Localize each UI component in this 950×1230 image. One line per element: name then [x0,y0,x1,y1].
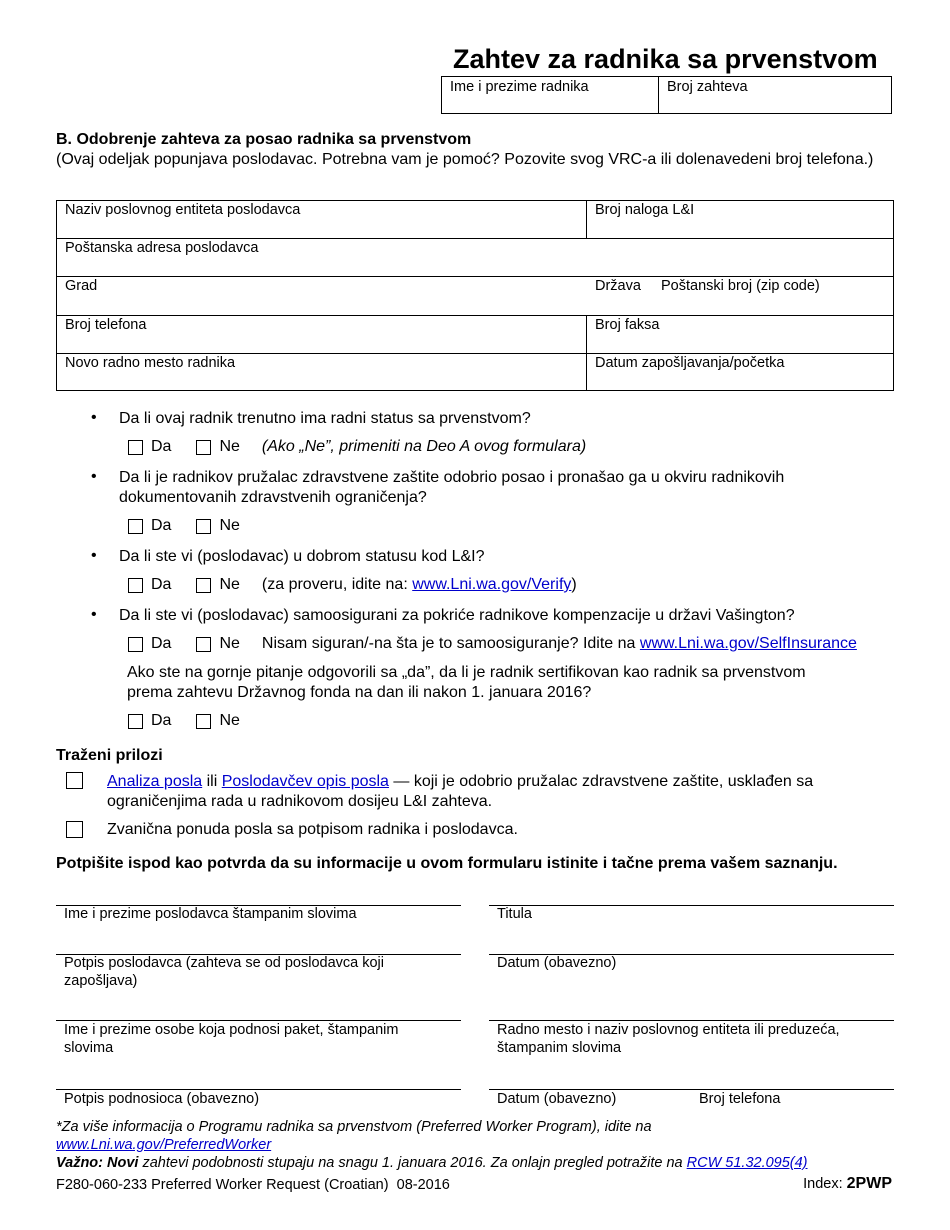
q5-yes-checkbox[interactable] [128,714,143,729]
q4-options [128,635,857,653]
phone-field[interactable]: Broj telefona [65,317,147,333]
q1-no-label: Ne [219,438,240,455]
employer-name-print-field[interactable]: Ime i prezime poslodavca štampanim slovima [64,906,357,922]
q1-yes-label: Da [151,438,172,455]
submitter-signature-field[interactable]: Potpis podnosioca (obavezno) [64,1091,260,1107]
phone-field-2[interactable]: Broj telefona [699,1091,781,1107]
fax-field[interactable]: Broj faksa [595,317,660,333]
date-field-1[interactable]: Datum (obavezno) [497,955,617,971]
attachment-1-checkbox[interactable] [66,772,83,789]
attachment-1-text: Analiza posla ili Poslodavčev opis posla — koji je odobrio pružalac zdravstvene zaštite, usklađen sa ograničenjima rada u radnikovom dosijeu L&I zahteva. [107,773,814,810]
q1-options [128,438,586,456]
job-description-link[interactable]: Poslodavčev opis posla [221,773,389,790]
worker-name-field[interactable] [450,79,589,95]
q4-no-label: Ne [219,635,240,652]
request-number-field[interactable] [667,79,748,95]
question-3: Da li ste vi (poslodavac) u dobrom statusu kod L&I? [119,548,485,565]
q4-note: Nisam siguran/-na šta je to samoosiguranje? Idite na [261,635,640,652]
q1-note: (Ako „Ne”, primeniti na Deo A ovog formulara) [261,438,587,455]
worker-name-label: Ime i prezime radnika [450,79,589,95]
form-id: F280-060-233 Preferred Worker Request (Croatian) 08-2016 [56,1177,450,1193]
q1-no-checkbox[interactable] [196,440,211,455]
request-number-label: Broj zahteva [667,79,748,95]
q2-yes-label: Da [151,517,172,534]
job-analysis-link[interactable]: Analiza posla [107,773,203,790]
title-field[interactable]: Titula [497,906,532,922]
signature-instruction: Potpišite ispod kao potvrda da su informacije u ovom formularu istinite i tačne prema vašem saznanju. [56,855,838,872]
q2-no-checkbox[interactable] [196,519,211,534]
account-number-field[interactable]: Broj naloga L&I [595,202,695,218]
q3-options [128,576,577,594]
q3-no-checkbox[interactable] [196,578,211,593]
question-5: Ako ste na gornje pitanje odgovorili sa „da”, da li je radnik sertifikovan kao radnik sa prvenstvom prema zahtevu Državnog fonda na dan ili nakon 1. januara 2016? [127,664,806,701]
zip-field[interactable]: Poštanski broj (zip code) [661,278,820,294]
state-field[interactable]: Država [595,278,641,294]
important-note: Važno: Novi zahtevi podobnosti stupaju na snagu 1. januara 2016. Za onlajn pregled potražite na RCW 51.32.095(4) [56,1155,808,1171]
job-business-field[interactable]: Radno mesto i naziv poslovnog entiteta ili preduzeća, štampanim slovima [497,1022,840,1056]
q5-no-label: Ne [219,712,240,729]
form-index: Index: 2PWP [803,1175,892,1192]
question-2: Da li je radnikov pružalac zdravstvene zaštite odobrio posao i pronašao ga u okviru radnikovih dokumentovanih zdravstvenih ograničenja? [119,469,785,506]
attachments-heading: Traženi prilozi [56,747,163,764]
preferred-worker-link[interactable]: www.Lni.wa.gov/PreferredWorker [56,1137,272,1153]
bullet: • [91,468,97,485]
submitter-name-print-field[interactable]: Ime i prezime osobe koja podnosi paket, štampanim slovima [64,1022,399,1056]
q4-no-checkbox[interactable] [196,637,211,652]
date-field-2[interactable]: Datum (obavezno) [497,1091,617,1107]
q3-note-suffix: ) [571,576,577,593]
q3-yes-checkbox[interactable] [128,578,143,593]
question-1: Da li ovaj radnik trenutno ima radni status sa prvenstvom? [119,410,531,427]
q4-yes-checkbox[interactable] [128,637,143,652]
q1-yes-checkbox[interactable] [128,440,143,455]
bullet: • [91,606,97,623]
attachment-2-text: Zvanična ponuda posla sa potpisom radnika i poslodavca. [107,821,518,838]
new-job-field[interactable]: Novo radno mesto radnika [65,355,236,371]
q4-yes-label: Da [151,635,172,652]
q3-no-label: Ne [219,576,240,593]
mailing-address-field[interactable]: Poštanska adresa poslodavca [65,240,259,256]
employer-signature-field[interactable]: Potpis poslodavca (zahteva se od poslodavca koji zapošljava) [64,955,384,989]
q5-yes-label: Da [151,712,172,729]
section-heading: B. Odobrenje zahteva za posao radnika sa prvenstvom [56,131,472,148]
q5-no-checkbox[interactable] [196,714,211,729]
hire-date-field[interactable]: Datum zapošljavanja/početka [595,355,785,371]
section-subheading: (Ovaj odeljak popunjava poslodavac. Potrebna vam je pomoć? Pozovite svog VRC-a ili dolenavedeni broj telefona.) [56,151,874,168]
q2-yes-checkbox[interactable] [128,519,143,534]
business-name-field[interactable]: Naziv poslovnog entiteta poslodavca [65,202,301,218]
city-field[interactable]: Grad [65,278,98,294]
q5-options [128,712,240,730]
rcw-link[interactable]: RCW 51.32.095(4) [686,1155,808,1171]
question-4: Da li ste vi (poslodavac) samoosigurani za pokriće radnikove kompenzacije u državi Vašington? [119,607,795,624]
self-insurance-link[interactable]: www.Lni.wa.gov/SelfInsurance [639,635,857,652]
attachment-2-checkbox[interactable] [66,821,83,838]
q3-yes-label: Da [151,576,172,593]
q2-no-label: Ne [219,517,240,534]
form-title: Zahtev za radnika sa prvenstvom [453,44,878,74]
bullet: • [91,409,97,426]
employer-info-table [56,200,894,391]
q3-note-prefix: (za proveru, idite na: [261,576,413,593]
q2-options [128,517,240,535]
bullet: • [91,547,97,564]
footer-note: *Za više informacija o Programu radnika sa prvenstvom (Preferred Worker Program), idite na www.Lni.wa.gov/PreferredWorker [56,1119,652,1153]
verify-link[interactable]: www.Lni.wa.gov/Verify [412,576,572,593]
header-fields-box [441,76,892,114]
